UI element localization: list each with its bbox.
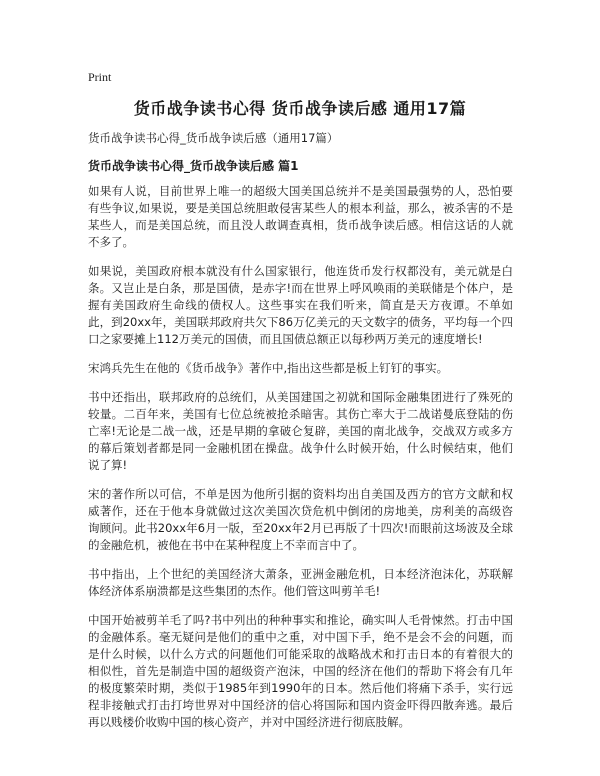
paragraph: 书中指出，上个世纪的美国经济大萧条，亚洲金融危机，日本经济泡沫化，苏联解体经济体系崩溃都是这些集团的杰作。他们管这叫剪羊毛! xyxy=(88,567,513,598)
article-body xyxy=(88,183,513,743)
document-subtitle: 货币战争读书心得_货币战争读后感（通用17篇） xyxy=(88,131,339,145)
paragraph: 宋的著作所以可信，不单是因为他所引据的资料均出自美国及西方的官方文献和权威著作，还在于他本身就做过这次美国次贷危机中倒闭的房地美，房利美的高级咨询顾问。此书20xx年6月一版，至20xx年2月已再版了十四次!而眼前这场波及全球的金融危机，被他在书中在某种程度上不幸而言中了。 xyxy=(88,487,513,552)
paragraph: 宋鸿兵先生在他的《货币战争》著作中,指出这些都是板上钉钉的事实。 xyxy=(88,361,449,375)
paragraph: 如果有人说，目前世界上唯一的超级大国美国总统并不是美国最强势的人，恐怕要有些争议,如果说，要是美国总统胆敢侵害某些人的根本利益，那么，被杀害的不是某些人，而是美国总统，而且没人敢调查真相，货币战争读后感。相信这话的人就不多了。 xyxy=(88,184,513,249)
section-heading: 货币战争读书心得_货币战争读后感 篇1 xyxy=(88,159,299,173)
print-label: Print xyxy=(88,70,112,84)
paragraph: 中国开始被剪羊毛了吗?书中列出的种种事实和推论，确实叫人毛骨悚然。打击中国的金融体系。毫无疑问是他们的重中之重，对中国下手，绝不是会不会的问题，而是什么时候，以什么方式的问题他们可能采取的战略战术和打击日本的有着很大的相似性，首先是制造中国的超级资产泡沫，中国的经济在他们的帮助下将会有几年的极度繁荣时期，类似于1985年到1990年的日本。然后他们将痛下杀手，实行远程非接触式打击打垮世界对中国经济的信心将国际和国内资金吓得四散奔逃。最后再以贱楼价收购中国的核心资产，并对中国经济进行彻底肢解。 xyxy=(88,613,513,729)
document-title: 货币战争读书心得 货币战争读后感 通用17篇 xyxy=(133,99,467,118)
paragraph: 书中还指出，联邦政府的总统们，从美国建国之初就和国际金融集团进行了殊死的较量。二百年来，美国有七位总统被抢杀暗害。其伤亡率大于二战诺曼底登陆的伤亡率!无论是二战一战，还是早期的拿破仑复辟，美国的南北战争，交战双方或多方的幕后策划者都是同一金融机团在操盘。战争什么时候开始，什么时候结束，他们说了算! xyxy=(88,390,513,472)
paragraph: 如果说，美国政府根本就没有什么国家银行，他连货币发行权都没有，美元就是白条。又岂止是白条，那是国债，是赤字!而在世界上呼风唤雨的美联储是个体户，是握有美国政府生命线的债权人。这些事实在我们听来，简直是天方夜谭。不单如此，到20xx年，美国联邦政府共欠下86万亿美元的天文数字的债务，平均每一个四口之家要摊上112万美元的国债，而且国债总额正以每秒两万美元的速度增长! xyxy=(88,264,513,346)
